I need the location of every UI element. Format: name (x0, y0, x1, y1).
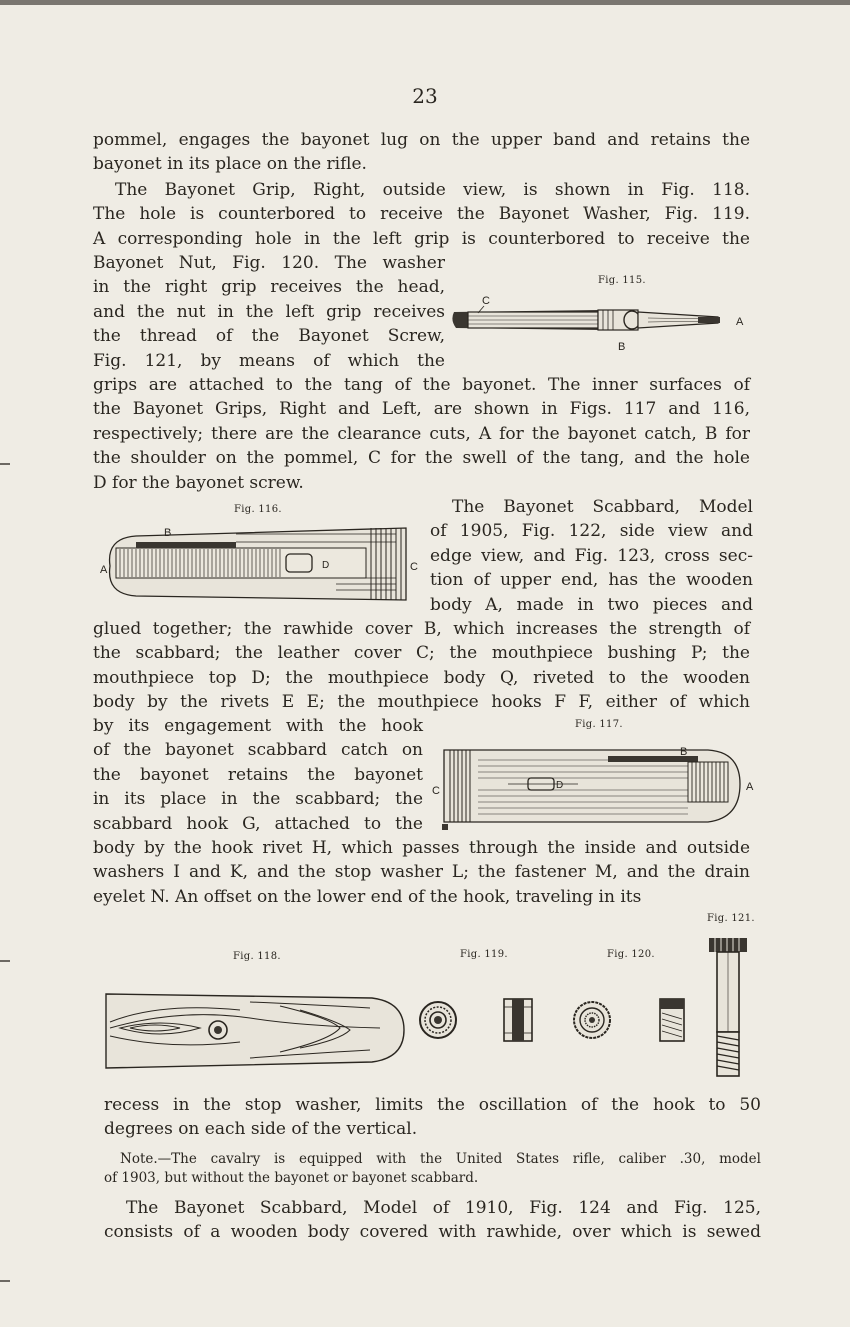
note (104, 1150, 761, 1188)
text-line: A corresponding hole in the left grip is counterbored to receive the (93, 228, 750, 249)
text-line: recess in the stop washer, limits the oscillation of the hook to 50 (104, 1095, 761, 1115)
text-line: in the right grip receives the head, (93, 277, 445, 298)
text-line: consists of a wooden body covered with rawhide, over which is sewed (104, 1222, 761, 1243)
text-line: respectively; there are the clearance cuts, A for the bayonet catch, B for (93, 423, 750, 444)
paragraph-3-column-2 (93, 714, 423, 836)
text-line: body by the hook rivet H, which passes through the inside and outside (93, 838, 750, 858)
figure-caption: Fig. 115. (598, 275, 646, 286)
paragraph-1 (93, 128, 750, 177)
figure-caption: Fig. 117. (575, 719, 623, 730)
margin-mark (0, 463, 10, 465)
margin-mark (0, 1280, 10, 1282)
text-line: body A, made in two pieces and (430, 594, 753, 615)
text-line: of the bayonet scabbard catch on (93, 740, 423, 761)
figure-caption: Fig. 119. (460, 949, 508, 960)
text-line: D for the bayonet screw. (93, 472, 304, 493)
fig-120-bayonet-nut-face (572, 995, 612, 1045)
text-line: Bayonet Nut, Fig. 120. The washer (93, 253, 445, 273)
text-line: the shoulder on the pommel, C for the swell of the tang, and the hole (93, 448, 750, 469)
label-d: D (556, 780, 564, 791)
label-c: C (432, 785, 440, 797)
paragraph-4 (104, 1093, 761, 1142)
text-line: grips are attached to the tang of the bayonet. The inner surfaces of (93, 375, 750, 395)
figure-caption: Fig. 121. (707, 913, 755, 924)
fig-121-bayonet-screw (705, 930, 751, 1080)
text-line: bayonet in its place on the rifle. (93, 154, 367, 175)
text-line: eyelet N. An offset on the lower end of the hook, traveling in its (93, 886, 642, 907)
fig-117-bayonet-grip-right (428, 738, 758, 834)
label-a: A (746, 781, 754, 793)
text-line: The Bayonet Scabbard, Model (452, 497, 753, 517)
label-a: A (100, 564, 108, 576)
label-c: C (482, 295, 490, 307)
label-d: D (322, 560, 330, 571)
label-b: B (164, 527, 172, 539)
label-c: C (410, 561, 418, 573)
text-line: the bayonet retains the bayonet (93, 764, 423, 785)
text-line: The Bayonet Scabbard, Model of 1910, Fig. 124 and Fig. 125, (126, 1198, 761, 1218)
text-line: scabbard hook G, attached to the (93, 813, 423, 834)
text-line: washers I and K, and the stop washer L; the fastener M, and the drain (93, 862, 750, 883)
text-line: of 1905, Fig. 122, side view and (430, 521, 753, 542)
text-line: of 1903, but without the bayonet or bayonet scabbard. (104, 1170, 479, 1186)
fig-115-bayonet-catch (448, 290, 748, 352)
page-top-band (0, 0, 850, 5)
paragraph-2 (93, 178, 750, 251)
label-b: B (618, 341, 626, 352)
fig-119-bayonet-washer-side (500, 993, 536, 1047)
text-line: by its engagement with the hook (93, 716, 423, 736)
paragraph-3-column (430, 495, 753, 617)
label-b: B (680, 746, 688, 758)
text-line: glued together; the rawhide cover B, which increases the strength of (93, 619, 750, 639)
fig-116-bayonet-grip-left (96, 518, 420, 610)
paragraph-5 (104, 1196, 761, 1245)
text-line: mouthpiece top D; the mouthpiece body Q, riveted to the wooden (93, 667, 750, 688)
text-line: body by the rivets E E; the mouthpiece hooks F F, either of which (93, 692, 750, 713)
figure-caption: Fig. 120. (607, 949, 655, 960)
text-line: tion of upper end, has the wooden (430, 570, 753, 591)
text-line: The Bayonet Grip, Right, outside view, is shown in Fig. 118. (115, 180, 750, 200)
paragraph-2-column (93, 251, 445, 373)
text-line: the thread of the Bayonet Screw, (93, 326, 445, 347)
paragraph-3-end (93, 836, 750, 909)
fig-119-bayonet-washer-face (418, 995, 458, 1045)
text-line: Fig. 121, by means of which the (93, 350, 445, 371)
text-line: in its place in the scabbard; the (93, 789, 423, 810)
figure-caption: Fig. 116. (234, 504, 282, 515)
text-line: and the nut in the left grip receives (93, 301, 445, 322)
label-a: A (736, 316, 744, 328)
fig-118-bayonet-grip-outside (100, 988, 410, 1074)
paragraph-2-continued (93, 373, 750, 495)
text-line: the Bayonet Grips, Right and Left, are shown in Figs. 117 and 116, (93, 399, 750, 420)
text-line: the scabbard; the leather cover C; the mouthpiece bushing P; the (93, 643, 750, 664)
margin-mark (0, 960, 10, 962)
text-line: Note.—The cavalry is equipped with the United States rifle, caliber .30, model (120, 1151, 761, 1167)
page-number: 23 (412, 84, 438, 108)
text-line: degrees on each side of the vertical. (104, 1119, 418, 1140)
text-line: The hole is counterbored to receive the Bayonet Washer, Fig. 119. (93, 204, 750, 225)
paragraph-3-continued (93, 617, 750, 715)
text-line: edge view, and Fig. 123, cross sec- (430, 545, 753, 566)
fig-120-bayonet-nut-side (656, 993, 688, 1047)
text-line: pommel, engages the bayonet lug on the upper band and retains the (93, 130, 750, 150)
figure-caption: Fig. 118. (233, 951, 281, 962)
